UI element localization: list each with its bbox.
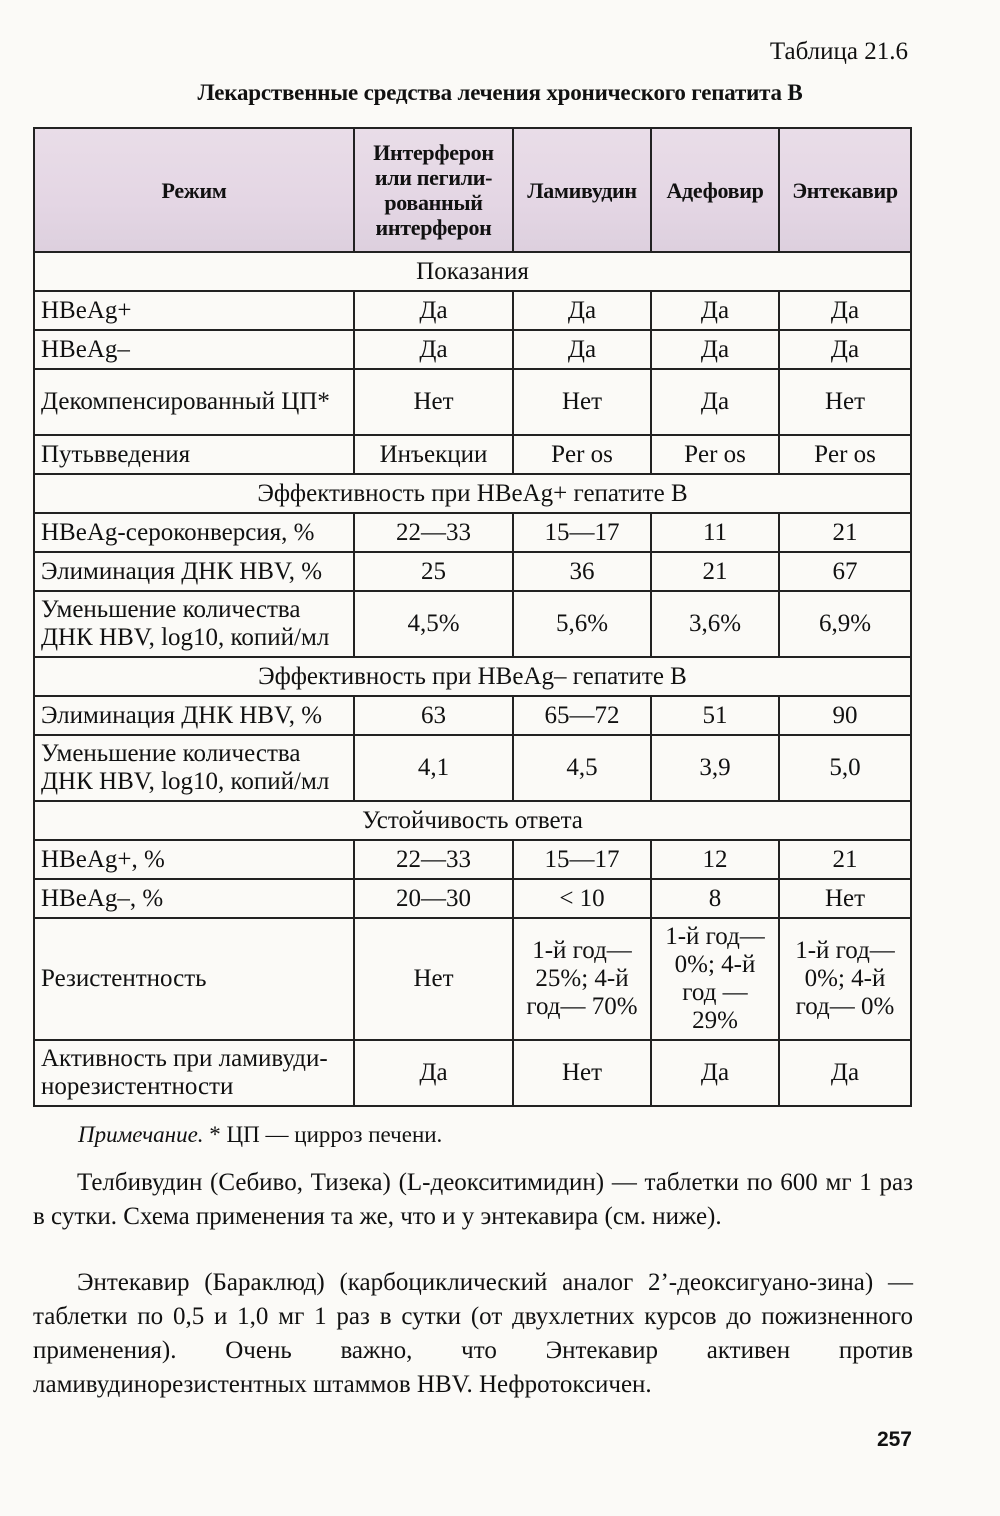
- table-cell: Нет: [779, 369, 911, 435]
- table-row: [34, 879, 911, 918]
- table-cell: 21: [651, 552, 779, 591]
- row-label: Уменьшение количества ДНК HBV, log10, копий/мл: [34, 735, 354, 801]
- table-cell: 22—33: [354, 513, 513, 552]
- row-label: Элиминация ДНК HBV, %: [34, 696, 354, 735]
- table-row: [34, 369, 911, 435]
- table-cell: 8: [651, 879, 779, 918]
- table-cell: Да: [779, 330, 911, 369]
- table-row: [34, 840, 911, 879]
- header-cell: Интерферон или пегили-рованный интерферон: [354, 128, 513, 252]
- table-cell: 22—33: [354, 840, 513, 879]
- table-cell: Да: [354, 291, 513, 330]
- table-cell: Нет: [354, 918, 513, 1040]
- table-title: Лекарственные средства лечения хронического гепатита В: [197, 80, 803, 105]
- table-cell: 21: [779, 513, 911, 552]
- table-cell: 3,6%: [651, 591, 779, 657]
- table-cell: 25: [354, 552, 513, 591]
- header-cell: Режим: [34, 128, 354, 252]
- table-cell: Per os: [651, 435, 779, 474]
- table-cell: 21: [779, 840, 911, 879]
- table-cell: < 10: [513, 879, 651, 918]
- table-cell: Да: [779, 291, 911, 330]
- row-label: Элиминация ДНК HBV, %: [34, 552, 354, 591]
- table-cell: 6,9%: [779, 591, 911, 657]
- table-cell: 20—30: [354, 879, 513, 918]
- row-label: HBeAg-сероконверсия, %: [34, 513, 354, 552]
- table-cell: 5,0: [779, 735, 911, 801]
- table-row: [34, 552, 911, 591]
- table-cell: 5,6%: [513, 591, 651, 657]
- table-cell: 90: [779, 696, 911, 735]
- row-label: Уменьшение количества ДНК HBV, log10, копий/мл: [34, 591, 354, 657]
- table-cell: 51: [651, 696, 779, 735]
- table-cell: Нет: [513, 1040, 651, 1106]
- drug-table: [33, 127, 912, 1107]
- table-caption: Таблица 21.6: [769, 38, 908, 65]
- table-cell: Да: [651, 1040, 779, 1106]
- table-cell: 1-й год— 0%; 4-й год— 0%: [779, 918, 911, 1040]
- table-cell: 12: [651, 840, 779, 879]
- table-cell: Да: [513, 330, 651, 369]
- paragraph-telbivudine: Телбивудин (Себиво, Тизека) (L-деокситимидин) — таблетки по 600 мг 1 раз в сутки. Схема применения та же, что и у энтекавира (см. ниже).: [33, 1169, 913, 1230]
- table-cell: 11: [651, 513, 779, 552]
- table-cell: Да: [354, 1040, 513, 1106]
- section-row: [34, 252, 911, 291]
- table-row: [34, 918, 911, 1040]
- paragraph-entecavir: Энтекавир (Бараклюд) (карбоциклический аналог 2’-деоксигуано-зина) — таблетки по 0,5 и 1,0 мг 1 раз в сутки (от двухлетних курсов до пожизненного применения). Очень важно, что Энтекавир активен против ламивудинорезистентных штаммов HBV. Нефротоксичен.: [33, 1269, 913, 1398]
- row-label: Декомпенсированный ЦП*: [34, 369, 354, 435]
- table-cell: 67: [779, 552, 911, 591]
- table-cell: Да: [513, 291, 651, 330]
- header-row: [34, 128, 911, 252]
- row-label: Активность при ламивуди-норезистентности: [34, 1040, 354, 1106]
- row-label: HBeAg+, %: [34, 840, 354, 879]
- table-cell: 1-й год— 25%; 4-й год— 70%: [513, 918, 651, 1040]
- table-row: [34, 513, 911, 552]
- table-cell: Per os: [779, 435, 911, 474]
- row-label: HBeAg–, %: [34, 879, 354, 918]
- table-cell: 36: [513, 552, 651, 591]
- table-cell: Да: [779, 1040, 911, 1106]
- table-cell: 3,9: [651, 735, 779, 801]
- section-title: Показания: [34, 252, 911, 291]
- section-row: [34, 474, 911, 513]
- table-cell: 65—72: [513, 696, 651, 735]
- header-cell: Энтекавир: [779, 128, 911, 252]
- table-note: [78, 1122, 442, 1148]
- note-text: * ЦП — цирроз печени.: [203, 1122, 443, 1147]
- header-cell: Ламивудин: [513, 128, 651, 252]
- table-row: [34, 435, 911, 474]
- section-row: [34, 657, 911, 696]
- row-label: HBeAg–: [34, 330, 354, 369]
- table-row: [34, 696, 911, 735]
- table-cell: Инъекции: [354, 435, 513, 474]
- table-row: [34, 1040, 911, 1106]
- table-cell: 15—17: [513, 840, 651, 879]
- table-cell: Per os: [513, 435, 651, 474]
- table-cell: Да: [651, 291, 779, 330]
- table-cell: 4,1: [354, 735, 513, 801]
- table-cell: 4,5: [513, 735, 651, 801]
- table-cell: 4,5%: [354, 591, 513, 657]
- table-cell: Да: [651, 369, 779, 435]
- section-title: Эффективность при HBeAg– гепатите В: [34, 657, 911, 696]
- table-cell: Нет: [354, 369, 513, 435]
- table-cell: Да: [354, 330, 513, 369]
- table-row: [34, 591, 911, 657]
- table-row: [34, 291, 911, 330]
- page-number: 257: [876, 1428, 912, 1451]
- table-cell: 63: [354, 696, 513, 735]
- row-label: HBeAg+: [34, 291, 354, 330]
- header-cell: Адефовир: [651, 128, 779, 252]
- table-cell: Да: [651, 330, 779, 369]
- table-row: [34, 735, 911, 801]
- table-cell: 1-й год— 0%; 4-й год — 29%: [651, 918, 779, 1040]
- table-cell: Нет: [513, 369, 651, 435]
- section-title: Эффективность при HBeAg+ гепатите В: [34, 474, 911, 513]
- section-title: Устойчивость ответа: [34, 801, 911, 840]
- row-label: Путьвведения: [34, 435, 354, 474]
- table-row: [34, 330, 911, 369]
- note-label: Примечание.: [78, 1122, 204, 1147]
- table-cell: 15—17: [513, 513, 651, 552]
- section-row: [34, 801, 911, 840]
- table-cell: Нет: [779, 879, 911, 918]
- row-label: Резистентность: [34, 918, 354, 1040]
